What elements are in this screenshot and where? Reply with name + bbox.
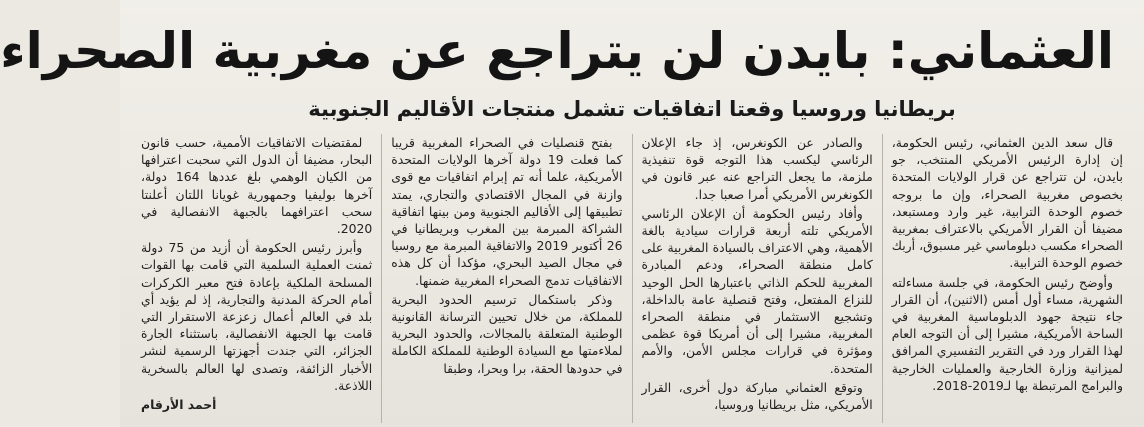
column-3 — [381, 134, 631, 423]
column-2 — [632, 134, 882, 423]
paragraph: بفتح قنصليات في الصحراء المغربية قريبا كما فعلت 19 دولة آخرها الولايات المتحدة الأمريكية، علما أنه تم إبرام اتفاقيات مع قوى وازنة في المجال الاقتصادي والتجاري، يمتد تطبيقها إلى الأقاليم الجنوبية ومن بينها اتفاقية الشراكة المبرمة بين المغرب وبريطانيا في 26 أكتوبر 2019 والاتفاقية المبرمة مع روسيا في مجال الصيد البحري، مؤكدا أن كل هذه الاتفاقيات تدمج الصحراء المغربية ضمنها. — [391, 135, 623, 288]
paragraph: وأبرز رئيس الحكومة أن أزيد من 75 دولة ثمنت العملية السلمية التي قامت بها القوات المسلحة الملكية بإعادة فتح معبر الكركرات أمام الحركة المدنية والتجارية، إذ لم يؤيد أي بلد في العالم أعمال زعزعة الاستقرار التي قامت بها الجبهة الانفصالية، باستثناء الجارة الجزائر، التي جندت أجهزتها الرسمية لنشر الأخبار الزائفة، وتصدى لها العالم بالسخرية اللاذعة. — [141, 240, 373, 393]
paragraph: وتوقع العثماني مباركة دول أخرى، القرار الأمريكي، مثل بريطانيا وروسيا، — [641, 379, 873, 413]
article-subheadline: بريطانيا وروسيا وقعتا اتفاقيات تشمل منتجات الأقاليم الجنوبية — [308, 97, 956, 121]
article-columns — [132, 134, 1132, 423]
paragraph: وذكر باستكمال ترسيم الحدود البحرية للمملكة، من خلال تحيين الترسانة القانونية الوطنية المتعلقة بالمجالات، والحدود البحرية لملاءمتها مع السيادة الوطنية للمملكة الكاملة في حدودها الحقة، برا وبحرا، وطبقا — [391, 291, 623, 376]
paragraph: وأوضح رئيس الحكومة، في جلسة مساءلته الشهرية، مساء أول أمس (الاثنين)، أن القرار جاء نتيجة جهود الدبلوماسية المغربية في الساحة الأمريكية، مشيرا إلى أن التوجه العام لهذا القرار ورد في التقرير التفسيري المرافق لميزانية وزارة الخارجية والعمليات الخارجية والبرامج المرتبطة بها لـ2019-2018. — [891, 274, 1123, 393]
article-headline: العثماني: بايدن لن يتراجع عن مغربية الصحراء — [0, 22, 1114, 80]
column-1 — [882, 134, 1132, 423]
paragraph: لمقتضيات الاتفاقيات الأممية، حسب قانون البحار، مضيفا أن الدول التي سحبت اعترافها من الكيان الوهمي بلغ عددها 164 دولة، آخرها بوليفيا وجمهورية غويانا اللتان أعلنتا سحب اعترافهما بالجبهة الانفصالية في 2020. — [141, 135, 373, 237]
paragraph: قال سعد الدين العثماني، رئيس الحكومة، إن إدارة الرئيس الأمريكي المنتخب، جو بايدن، لن تتراجع عن قرار الولايات المتحدة بخصوص مغربية الصحراء، وإن ما بروجه خصوم الوحدة الترابية، غير وارد ومستبعد، مضيفا أن القرار الأمريكي بالاعتراف بمغربية الصحراء مكسب دبلوماسي غير مسبوق، أربك خصوم الوحدة الترابية. — [891, 135, 1123, 271]
paragraph: والصادر عن الكونغرس، إذ جاء الإعلان الرئاسي ليكسب هذا التوجه قوة تنفيذية ملزمة، ما يجعل التراجع عنه عبر قانون في الكونغرس الأمريكي أمرا صعبا جدا. — [641, 135, 873, 202]
paragraph: وأفاد رئيس الحكومة أن الإعلان الرئاسي الأمريكي تلته أربعة قرارات سيادية بالغة الأهمية، وهي الاعتراف بالسيادة المغربية على كامل منطقة الصحراء، ودعم المبادرة المغربية للحكم الذاتي باعتبارها الحل الوحيد للنزاع المفتعل، وفتح قنصلية عامة بالداخلة، وتشجيع الاستثمار في منطقة الصحراء المغربية، مشيرا إلى أن أمريكا قوة عظمى ومؤثرة في قرارات مجلس الأمن، والأمم المتحدة. — [641, 205, 873, 376]
column-4 — [132, 134, 381, 423]
author-signature: أحمد الأرقام — [141, 397, 217, 413]
